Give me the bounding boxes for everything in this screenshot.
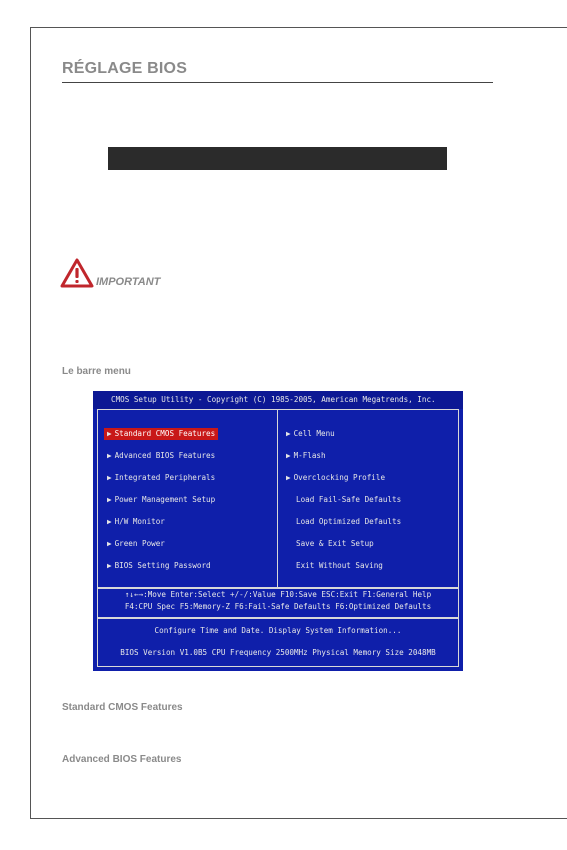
triangle-right-icon: ▶	[286, 429, 291, 438]
bios-menu-item-label: BIOS Setting Password	[114, 561, 211, 570]
black-banner	[108, 147, 447, 170]
bios-menu-item-left-5[interactable]	[104, 538, 168, 550]
bios-menu-item-label: Integrated Peripherals	[114, 473, 216, 482]
bios-help-box	[97, 617, 459, 667]
bios-menu-item-left-3[interactable]	[104, 494, 218, 506]
bios-menu-item-label: M-Flash	[293, 451, 326, 460]
bios-menu-item-right-3[interactable]	[283, 494, 404, 506]
bios-header: CMOS Setup Utility - Copyright (C) 1985-2005, American Megatrends, Inc.	[93, 391, 463, 409]
bios-menu-item-label: Standard CMOS Features	[114, 429, 216, 438]
bios-menu-item-right-4[interactable]	[283, 516, 404, 528]
bios-menu-item-label: Load Optimized Defaults	[296, 517, 402, 526]
bios-menu-item-left-0[interactable]	[104, 428, 218, 440]
bios-version-text: BIOS Version V1.0B5 CPU Frequency 2500MHz Physical Memory Size 2048MB	[120, 648, 436, 657]
triangle-right-icon: ▶	[107, 539, 112, 548]
triangle-right-icon: ▶	[107, 517, 112, 526]
bios-column-divider	[277, 409, 278, 587]
important-label: IMPORTANT	[96, 276, 161, 288]
triangle-right-icon: ▶	[107, 495, 112, 504]
bios-menu-item-right-6[interactable]	[283, 560, 386, 572]
bios-menu-item-label: Advanced BIOS Features	[114, 451, 216, 460]
menu-bar-heading: Le barre menu	[62, 366, 131, 377]
bios-menu-item-label: Save & Exit Setup	[296, 539, 374, 548]
bios-help-text: Configure Time and Date. Display System Information...	[154, 626, 402, 635]
bios-menu-item-right-2[interactable]	[283, 472, 388, 484]
bios-menu-item-label: Overclocking Profile	[293, 473, 386, 482]
bios-menu-item-left-6[interactable]	[104, 560, 214, 572]
triangle-right-icon: ▶	[107, 561, 112, 570]
warning-triangle-icon	[60, 258, 94, 288]
important-notice	[60, 258, 260, 292]
bios-keys-line-1: ↑↓←→:Move Enter:Select +/-/:Value F10:Save ESC:Exit F1:General Help	[124, 590, 432, 599]
bios-menu-item-label: Exit Without Saving	[296, 561, 383, 570]
bios-menu-item-label: Green Power	[114, 539, 165, 548]
title-divider	[62, 82, 493, 83]
triangle-right-icon: ▶	[286, 451, 291, 460]
bios-menu-item-left-2[interactable]	[104, 472, 218, 484]
bios-menu-item-left-4[interactable]	[104, 516, 168, 528]
bios-menu-item-label: Power Management Setup	[114, 495, 216, 504]
triangle-right-icon: ▶	[107, 451, 112, 460]
bios-screen	[93, 391, 463, 671]
triangle-right-icon: ▶	[286, 473, 291, 482]
bios-keys-line-2: F4:CPU Spec F5:Memory-Z F6:Fail-Safe Defaults F6:Optimized Defaults	[124, 602, 432, 611]
section-heading-standard-cmos: Standard CMOS Features	[62, 702, 183, 713]
section-heading-advanced-bios: Advanced BIOS Features	[62, 754, 182, 765]
bios-menu-item-right-5[interactable]	[283, 538, 377, 550]
page-title: RÉGLAGE BIOS	[62, 60, 188, 77]
bios-keys-box	[97, 587, 459, 619]
bios-menu-item-label: Load Fail-Safe Defaults	[296, 495, 402, 504]
bios-menu-item-label: H/W Monitor	[114, 517, 165, 526]
triangle-right-icon: ▶	[107, 473, 112, 482]
bios-menu-item-right-0[interactable]	[283, 428, 338, 440]
bios-menu-item-label: Cell Menu	[293, 429, 335, 438]
bios-menu-item-right-1[interactable]	[283, 450, 329, 462]
bios-menu-item-left-1[interactable]	[104, 450, 218, 462]
triangle-right-icon: ▶	[107, 429, 112, 438]
